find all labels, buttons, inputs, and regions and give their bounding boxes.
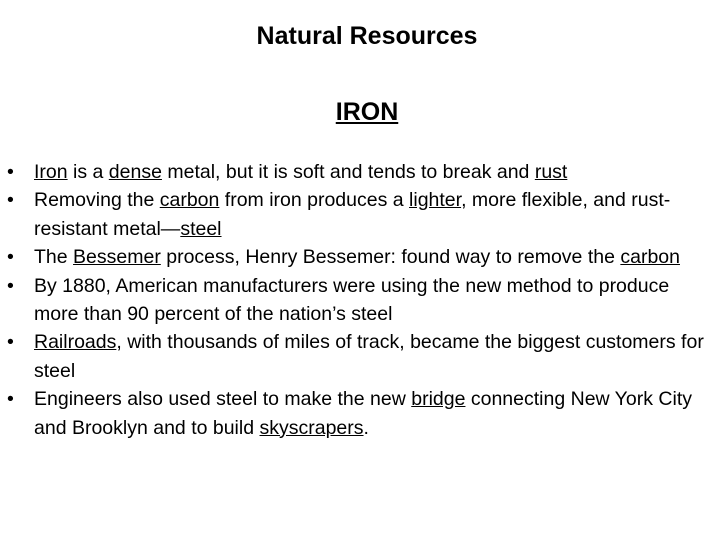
bullet-icon: • [7,388,14,411]
bullet-text-segment: , with thousands of miles of track, became the biggest customers for steel [34,331,704,382]
bullet-text-segment: process, Henry Bessemer: found way to remove the [160,246,621,269]
bullet-text-segment: connecting New York City and Brooklyn and to build [34,388,692,439]
underlined-term: carbon [620,246,680,269]
bullet-item [7,272,715,329]
bullet-text-segment: By 1880, American manufacturers were using the new method to produce more than 90 percent of the nation’s steel [34,274,670,326]
bullet-icon: • [7,331,14,354]
bullet-item [7,158,715,186]
bullet-icon: • [7,161,14,183]
bullet-icon: • [7,246,14,269]
underlined-term: steel [180,217,222,240]
bullet-item [7,186,715,243]
underlined-term: Iron [34,161,68,183]
bullet-text-segment: , more flexible, and rust-resistant metal— [34,189,671,240]
bullet-text [34,388,692,438]
underlined-term: dense [108,161,162,183]
bullet-item [7,385,715,442]
bullet-text [34,189,670,239]
bullet-text [34,331,704,381]
underlined-term: rust [534,161,568,183]
slide-subtitle: IRON [335,98,399,126]
underlined-term: lighter [409,189,462,212]
underlined-term: Railroads [34,331,117,354]
bullet-icon: • [7,274,14,297]
bullet-text [34,246,680,268]
bullet-text-segment: . [363,416,369,439]
bullet-text [34,161,567,183]
bullet-text-segment: The [34,246,74,269]
underlined-term: skyscrapers [259,416,364,439]
bullet-text-segment: is a [67,161,109,183]
bullet-list [7,158,715,442]
underlined-term: Bessemer [73,246,161,269]
bullet-text-segment: Removing the [34,189,160,212]
bullet-text-segment: from iron produces a [219,189,410,212]
underlined-term: bridge [411,388,466,411]
bullet-text-segment: Engineers also used steel to make the new [34,388,412,411]
bullet-text-segment: metal, but it is soft and tends to break and [161,161,535,183]
bullet-item [7,243,715,271]
bullet-item [7,328,715,385]
bullet-text [34,275,669,325]
bullet-icon: • [7,189,14,212]
underlined-term: carbon [159,189,220,212]
slide-title: Natural Resources [256,22,478,50]
